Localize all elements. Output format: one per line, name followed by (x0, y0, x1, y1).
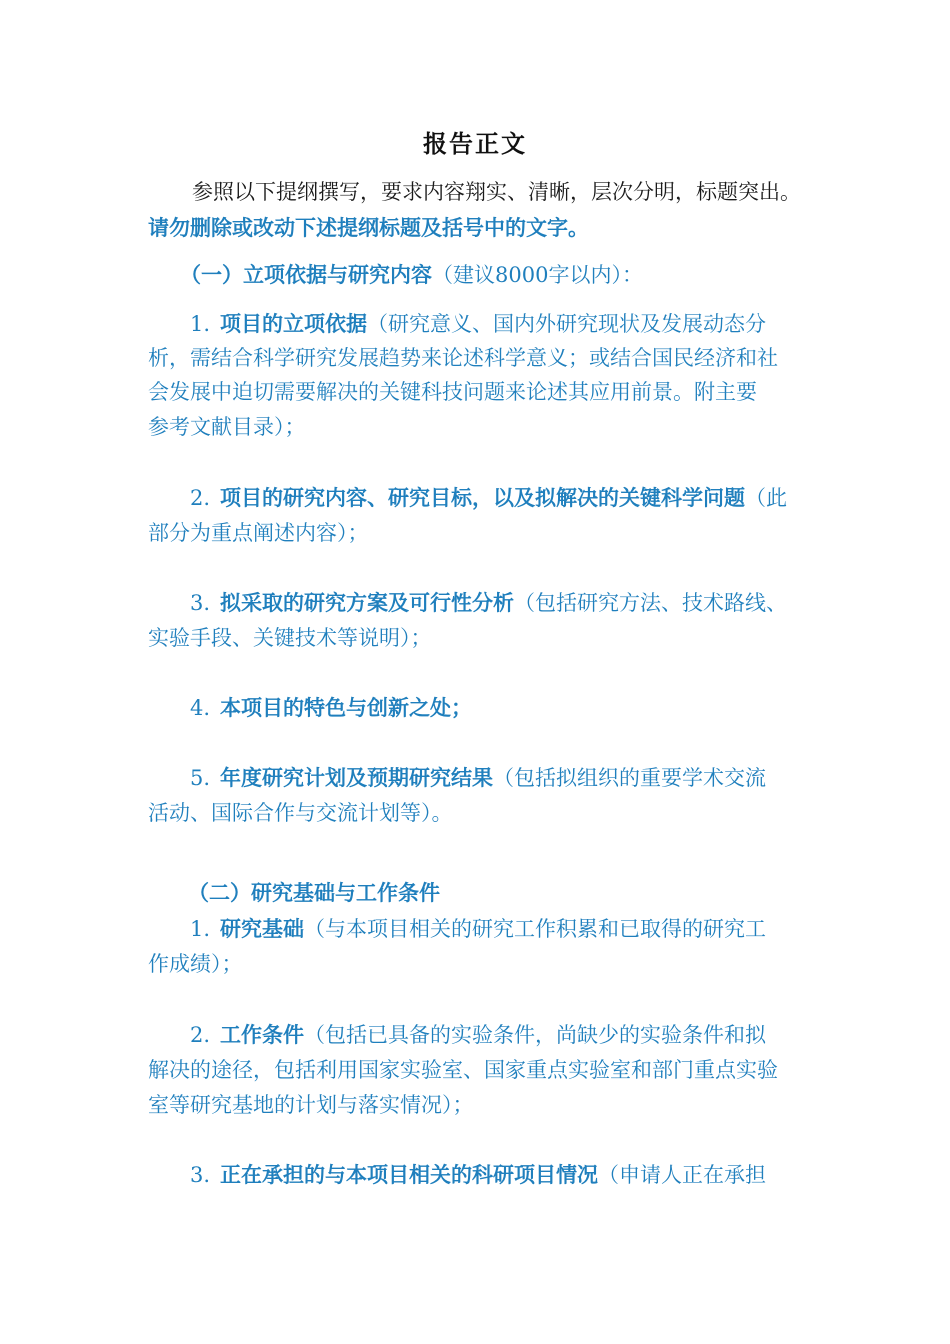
s1-item4-number: 4. (190, 696, 211, 720)
s2-item3-text: （申请人正在承担 (598, 1163, 766, 1187)
s1-item2-text: （此 (745, 486, 787, 510)
intro-line-1: 参照以下提纲撰写，要求内容翔实、清晰，层次分明，标题突出。 (192, 180, 801, 204)
s1-item2-line2: 部分为重点阐述内容）； (148, 521, 369, 545)
s2-item3-number: 3. (190, 1163, 211, 1187)
page-title: 报告正文 (423, 129, 527, 158)
s2-item1-label: 研究基础 (220, 916, 304, 941)
s1-item1-number: 1. (190, 312, 211, 336)
s1-item1-text: （研究意义、国内外研究现状及发展动态分 (367, 312, 766, 336)
s1-item4-line1 (190, 693, 950, 723)
s2-item1-text: （与本项目相关的研究工作积累和已取得的研究工 (304, 917, 766, 941)
s1-item3-text: （包括研究方法、技术路线、 (514, 591, 787, 615)
section2-heading: （二）研究基础与工作条件 (188, 880, 440, 905)
s1-item3-number: 3. (190, 591, 211, 615)
s1-item3-label: 拟采取的研究方案及可行性分析 (220, 590, 514, 615)
s2-item3-line1 (190, 1160, 950, 1190)
s2-item2-line1 (190, 1020, 950, 1050)
s1-item5-label: 年度研究计划及预期研究结果 (220, 765, 493, 790)
s1-item4-label: 本项目的特色与创新之处； (220, 695, 472, 720)
section1-note: （建议8000字以内）： (432, 263, 643, 287)
s1-item2-label: 项目的研究内容、研究目标，以及拟解决的关键科学问题 (220, 485, 745, 510)
s1-item3-line2: 实验手段、关键技术等说明）； (148, 626, 432, 650)
s2-item1-line1 (190, 914, 950, 944)
s1-item1-line4: 参考文献目录）； (148, 415, 306, 439)
s1-item1-line1 (190, 309, 950, 339)
s2-item2-text: （包括已具备的实验条件，尚缺少的实验条件和拟 (304, 1023, 766, 1047)
s1-item2-line1 (190, 483, 950, 513)
s1-item1-label: 项目的立项依据 (220, 311, 367, 336)
s2-item2-line2: 解决的途径，包括利用国家实验室、国家重点实验室和部门重点实验 (148, 1058, 778, 1082)
s1-item5-line2: 活动、国际合作与交流计划等）。 (148, 801, 453, 825)
s2-item3-label: 正在承担的与本项目相关的科研项目情况 (220, 1162, 598, 1187)
s2-item2-line3: 室等研究基地的计划与落实情况）； (148, 1093, 474, 1117)
s1-item5-number: 5. (190, 766, 211, 790)
s1-item5-line1 (190, 763, 950, 793)
section1-heading-line (180, 260, 950, 290)
s1-item2-number: 2. (190, 486, 211, 510)
s1-item1-line2: 析，需结合科学研究发展趋势来论述科学意义；或结合国民经济和社 (148, 346, 778, 370)
s2-item2-number: 2. (190, 1023, 211, 1047)
s1-item3-line1 (190, 588, 950, 618)
section1-heading: （一）立项依据与研究内容 (180, 262, 432, 287)
s2-item1-line2: 作成绩）； (148, 952, 243, 976)
s2-item1-number: 1. (190, 917, 211, 941)
s1-item1-line3: 会发展中迫切需要解决的关键科技问题来论述其应用前景。附主要 (148, 380, 757, 404)
s1-item5-text: （包括拟组织的重要学术交流 (493, 766, 766, 790)
s2-item2-label: 工作条件 (220, 1022, 304, 1047)
intro-line-2-warning: 请勿删除或改动下述提纲标题及括号中的文字。 (148, 215, 589, 240)
